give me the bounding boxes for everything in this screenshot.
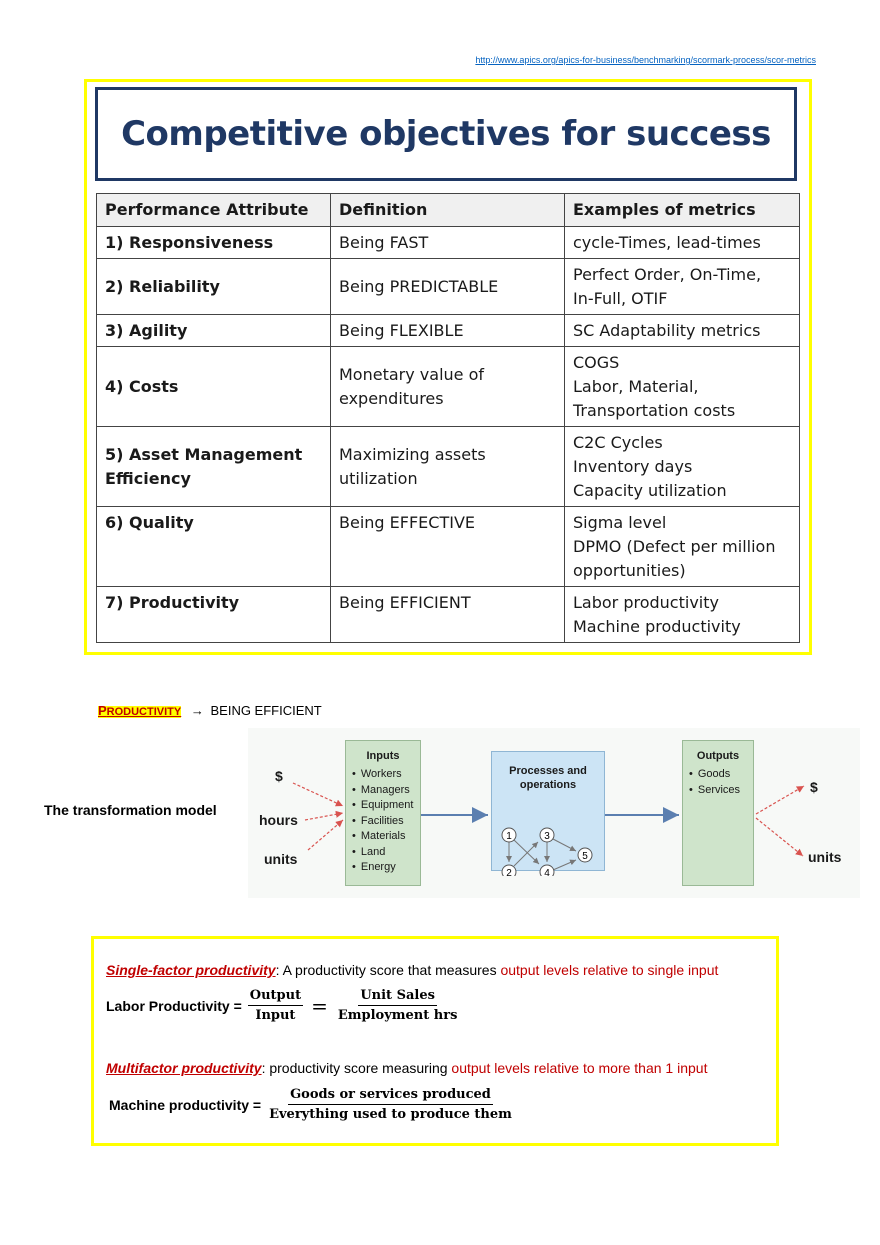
cell-line: Being FLEXIBLE bbox=[339, 320, 464, 340]
output-flow-dollar: $ bbox=[810, 779, 818, 795]
examples-cell bbox=[565, 259, 800, 315]
list-item: • Land bbox=[352, 845, 420, 861]
right-arrow-icon: → bbox=[190, 703, 204, 718]
processes-title-line: Processes and bbox=[509, 765, 587, 777]
processes-title bbox=[492, 764, 604, 792]
definition-cell bbox=[331, 347, 565, 427]
processes-box bbox=[491, 751, 605, 876]
cell-line: Being FAST bbox=[339, 232, 429, 252]
cell-line: Perfect Order, On-Time, bbox=[573, 264, 762, 284]
productivity-term bbox=[98, 703, 182, 718]
fraction-denominator: Everything used to produce them bbox=[269, 1107, 512, 1122]
examples-cell bbox=[565, 315, 800, 347]
process-edge bbox=[514, 842, 538, 866]
examples-cell bbox=[565, 507, 800, 587]
output-input-fraction bbox=[248, 988, 303, 1023]
goods-everything-fraction bbox=[267, 1087, 514, 1122]
header-attribute: Performance Attribute bbox=[97, 194, 331, 227]
cell-line: utilization bbox=[339, 468, 418, 488]
attribute-cell bbox=[97, 347, 331, 427]
cell-line: DPMO (Defect per million bbox=[573, 536, 776, 556]
definition-cell bbox=[331, 315, 565, 347]
source-link[interactable]: http://www.apics.org/apics-for-business/benchmarking/scormark-process/scor-metrics bbox=[475, 55, 816, 65]
multifactor-text: : productivity score measuring bbox=[261, 1060, 452, 1076]
inputs-box bbox=[345, 740, 421, 886]
definition-cell bbox=[331, 227, 565, 259]
cell-line: COGS bbox=[573, 352, 620, 372]
cell-line: Being EFFECTIVE bbox=[339, 513, 475, 532]
attribute-cell bbox=[97, 259, 331, 315]
fraction-denominator: Employment hrs bbox=[337, 1008, 458, 1023]
fraction-denominator: Input bbox=[255, 1008, 296, 1023]
list-item: • Workers bbox=[352, 767, 420, 783]
cell-line: 5) Asset Management bbox=[105, 444, 303, 464]
fraction-numerator: Goods or services produced bbox=[288, 1087, 493, 1105]
cell-line: 7) Productivity bbox=[105, 593, 240, 612]
cell-line: Capacity utilization bbox=[573, 480, 727, 500]
input-flow-units: units bbox=[264, 851, 298, 867]
examples-cell bbox=[565, 347, 800, 427]
productivity-term-cap: P bbox=[98, 703, 107, 718]
list-item: • Managers bbox=[352, 783, 420, 799]
input-arrow-hours bbox=[305, 813, 343, 820]
labor-productivity-formula bbox=[106, 988, 459, 1023]
single-factor-term: Single-factor productivity bbox=[106, 962, 276, 978]
attribute-cell bbox=[97, 427, 331, 507]
performance-attribute-table bbox=[96, 193, 800, 643]
examples-cell bbox=[565, 427, 800, 507]
cell-line: 2) Reliability bbox=[105, 276, 220, 296]
table-row bbox=[97, 507, 800, 587]
cell-line: SC Adaptability metrics bbox=[573, 320, 761, 340]
input-flow-dollar: $ bbox=[275, 768, 283, 784]
multifactor-definition bbox=[106, 1060, 707, 1076]
productivity-heading-tail: BEING EFFICIENT bbox=[210, 703, 322, 718]
list-item: • Energy bbox=[352, 860, 420, 876]
definition-cell bbox=[331, 427, 565, 507]
productivity-term-rest: RODUCTIVITY bbox=[106, 706, 182, 718]
definition-cell bbox=[331, 507, 565, 587]
fraction-numerator: Output bbox=[248, 988, 303, 1006]
process-node-label: 5 bbox=[582, 851, 588, 862]
table-row bbox=[97, 259, 800, 315]
cell-line: Being PREDICTABLE bbox=[339, 276, 499, 296]
fraction-numerator: Unit Sales bbox=[358, 988, 437, 1006]
cell-line: In-Full, OTIF bbox=[573, 288, 668, 308]
sales-hours-fraction bbox=[336, 988, 460, 1023]
process-network bbox=[492, 796, 604, 876]
single-factor-highlight: output levels relative to single input bbox=[500, 962, 719, 978]
process-node-label: 3 bbox=[544, 831, 550, 842]
labor-productivity-label: Labor Productivity = bbox=[106, 997, 242, 1014]
process-node-label: 4 bbox=[544, 868, 550, 876]
process-edge bbox=[514, 840, 539, 864]
productivity-heading bbox=[98, 703, 322, 718]
examples-cell bbox=[565, 227, 800, 259]
outputs-list bbox=[683, 767, 753, 798]
cell-line: Being EFFICIENT bbox=[339, 593, 471, 612]
definition-cell bbox=[331, 259, 565, 315]
table-row bbox=[97, 587, 800, 643]
equals-sign: = bbox=[311, 993, 328, 1018]
list-item: • Facilities bbox=[352, 814, 420, 830]
cell-line: Labor, Material, bbox=[573, 376, 699, 396]
transformation-diagram bbox=[248, 728, 860, 898]
process-edge bbox=[553, 839, 576, 851]
output-arrow-units bbox=[756, 818, 803, 856]
machine-productivity-formula bbox=[109, 1087, 514, 1122]
input-arrow-dollar bbox=[293, 783, 343, 806]
multifactor-term: Multifactor productivity bbox=[106, 1060, 262, 1076]
single-factor-text: : A productivity score that measures bbox=[275, 962, 501, 978]
list-item: • Materials bbox=[352, 829, 420, 845]
objectives-title-box bbox=[95, 87, 797, 181]
cell-line: Sigma level bbox=[573, 512, 667, 532]
table-row bbox=[97, 315, 800, 347]
examples-cell bbox=[565, 587, 800, 643]
header-examples: Examples of metrics bbox=[565, 194, 800, 227]
cell-line: cycle-Times, lead-times bbox=[573, 232, 761, 252]
inputs-title: Inputs bbox=[366, 750, 400, 762]
cell-line: 3) Agility bbox=[105, 320, 188, 340]
cell-line: Monetary value of bbox=[339, 364, 484, 384]
multifactor-highlight: output levels relative to more than 1 input bbox=[451, 1060, 708, 1076]
process-node-label: 2 bbox=[506, 868, 512, 876]
output-flow-units: units bbox=[808, 849, 842, 865]
list-item: • Services bbox=[689, 783, 753, 799]
cell-line: expenditures bbox=[339, 388, 444, 408]
transformation-model-label: The transformation model bbox=[44, 802, 217, 818]
machine-productivity-label: Machine productivity = bbox=[109, 1096, 262, 1113]
process-edge bbox=[553, 860, 576, 870]
cell-line: 4) Costs bbox=[105, 376, 179, 396]
outputs-title: Outputs bbox=[696, 750, 740, 762]
cell-line: Machine productivity bbox=[573, 616, 741, 636]
cell-line: Labor productivity bbox=[573, 592, 719, 612]
input-flow-hours: hours bbox=[259, 812, 298, 828]
input-arrow-units bbox=[308, 820, 343, 850]
cell-line: 6) Quality bbox=[105, 513, 194, 532]
cell-line: C2C Cycles bbox=[573, 432, 663, 452]
attribute-cell bbox=[97, 227, 331, 259]
definition-cell bbox=[331, 587, 565, 643]
attribute-cell bbox=[97, 315, 331, 347]
objectives-title: Competitive objectives for success bbox=[121, 114, 771, 154]
cell-line: Maximizing assets bbox=[339, 444, 486, 464]
table-row bbox=[97, 227, 800, 259]
header-definition: Definition bbox=[331, 194, 565, 227]
competitive-objectives-panel bbox=[84, 79, 812, 655]
table-row bbox=[97, 427, 800, 507]
processes-title-line: operations bbox=[519, 779, 577, 791]
process-node-label: 1 bbox=[506, 831, 512, 842]
cell-line: opportunities) bbox=[573, 560, 686, 580]
cell-line: 1) Responsiveness bbox=[105, 232, 274, 252]
attribute-cell bbox=[97, 587, 331, 643]
cell-line: Transportation costs bbox=[573, 400, 736, 420]
outputs-box bbox=[682, 740, 754, 886]
table-header-row bbox=[97, 194, 800, 227]
output-arrow-dollar bbox=[756, 786, 804, 814]
productivity-formulas-panel bbox=[91, 936, 779, 1146]
cell-line: Inventory days bbox=[573, 456, 693, 476]
table-row bbox=[97, 347, 800, 427]
inputs-list bbox=[346, 767, 420, 876]
list-item: • Equipment bbox=[352, 798, 420, 814]
attribute-cell bbox=[97, 507, 331, 587]
list-item: • Goods bbox=[689, 767, 753, 783]
single-factor-definition bbox=[106, 962, 718, 978]
cell-line: Efficiency bbox=[105, 468, 191, 488]
